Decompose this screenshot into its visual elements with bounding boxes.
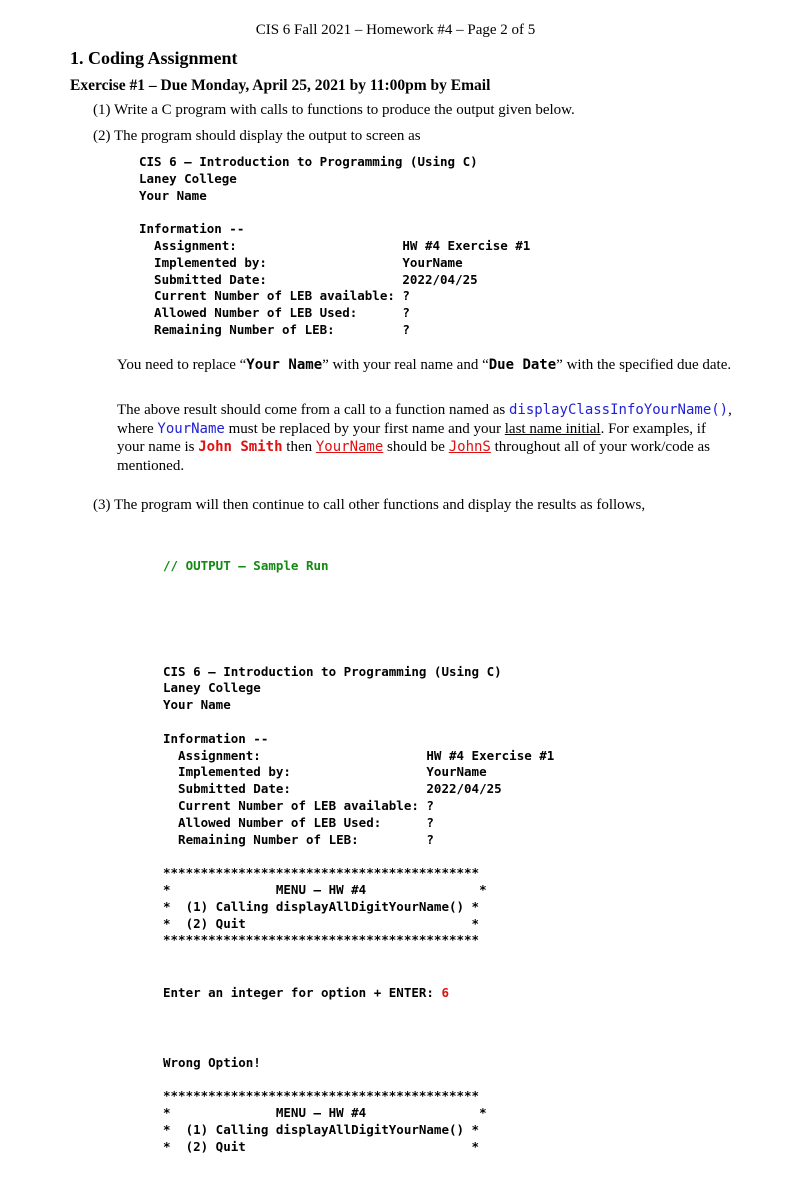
paragraph-function-name [117, 401, 737, 475]
para1-text-2: ” with your real name and “ [322, 357, 489, 373]
sample-run-comment: // OUTPUT – Sample Run [163, 558, 329, 573]
para1-text-3: ” with the specified due date. [556, 357, 732, 373]
sample-run-block [163, 522, 554, 1192]
function-name-code: displayClassInfoYourName() [508, 402, 729, 418]
johns-code: JohnS [448, 439, 491, 456]
sample-run-output-a: CIS 6 – Introduction to Programming (Using C) Laney College Your Name Information -- Assignment: HW #4 Exercise #1 Implemented by: YourName Submitted Date: 2022/04/25 Current Number of LEB available: ? Allowed Number of LEB Used: ? Remaining Number of LEB: ? ****************************************** * MENU – HW #4 * * (1) Calling displayAllDigitYourName() * * (2) Quit * ****************************************** [163, 663, 555, 948]
sample-run-blank [163, 611, 554, 628]
item-1: (1) Write a C program with calls to functions to produce the output given below. [93, 102, 575, 118]
output-block-1: CIS 6 – Introduction to Programming (Using C) Laney College Your Name Information -- Assignment: HW #4 Exercise #1 Implemented by: YourName Submitted Date: 2022/04/25 Current Number of LEB available: ? Allowed Number of LEB Used: ? Remaining Number of LEB: ? [139, 154, 531, 337]
sample-run-output-b: Wrong Option! ****************************************** * MENU – HW #4 * * (1) Calling displayAllDigitYourName() * * (2) Quit * [163, 1054, 487, 1154]
para2-text-4: . For examples, if your name is [117, 420, 706, 456]
item-3: (3) The program will then continue to call other functions and display the results as follows, [93, 497, 646, 513]
para2-text-7: throughout all of your work/code as mentioned. [117, 439, 710, 474]
para2-text-2: , where [117, 402, 732, 437]
sample-run-prompt-line [163, 985, 554, 1002]
page-header: CIS 6 Fall 2021 – Homework #4 – Page 2 of 5 [255, 22, 536, 38]
para2-text-1: The above result should come from a call to a function named as [117, 402, 506, 418]
item-2: (2) The program should display the output to screen as [93, 128, 421, 144]
sample-run-prompt: Enter an integer for option + ENTER: [163, 985, 442, 1001]
para1-text-1: You need to replace “ [117, 357, 247, 373]
section-title: 1. Coding Assignment [70, 48, 238, 68]
john-smith-code: John Smith [198, 439, 283, 456]
para2-text-3: must be replaced by your first name and your [228, 420, 502, 437]
paragraph-replace-name [117, 356, 737, 375]
para2-text-6: should be [387, 439, 445, 456]
your-name-code: Your Name [246, 357, 323, 373]
sample-run-input-value: 6 [441, 985, 449, 1001]
yourname-red-code: YourName [315, 439, 384, 456]
para2-text-5: then [286, 439, 313, 456]
yourname-code: YourName [157, 420, 225, 437]
last-name-initial: last name initial [504, 420, 601, 437]
exercise-title: Exercise #1 – Due Monday, April 25, 2021 by 11:00pm by Email [70, 77, 491, 94]
due-date-code: Due Date [488, 357, 557, 373]
